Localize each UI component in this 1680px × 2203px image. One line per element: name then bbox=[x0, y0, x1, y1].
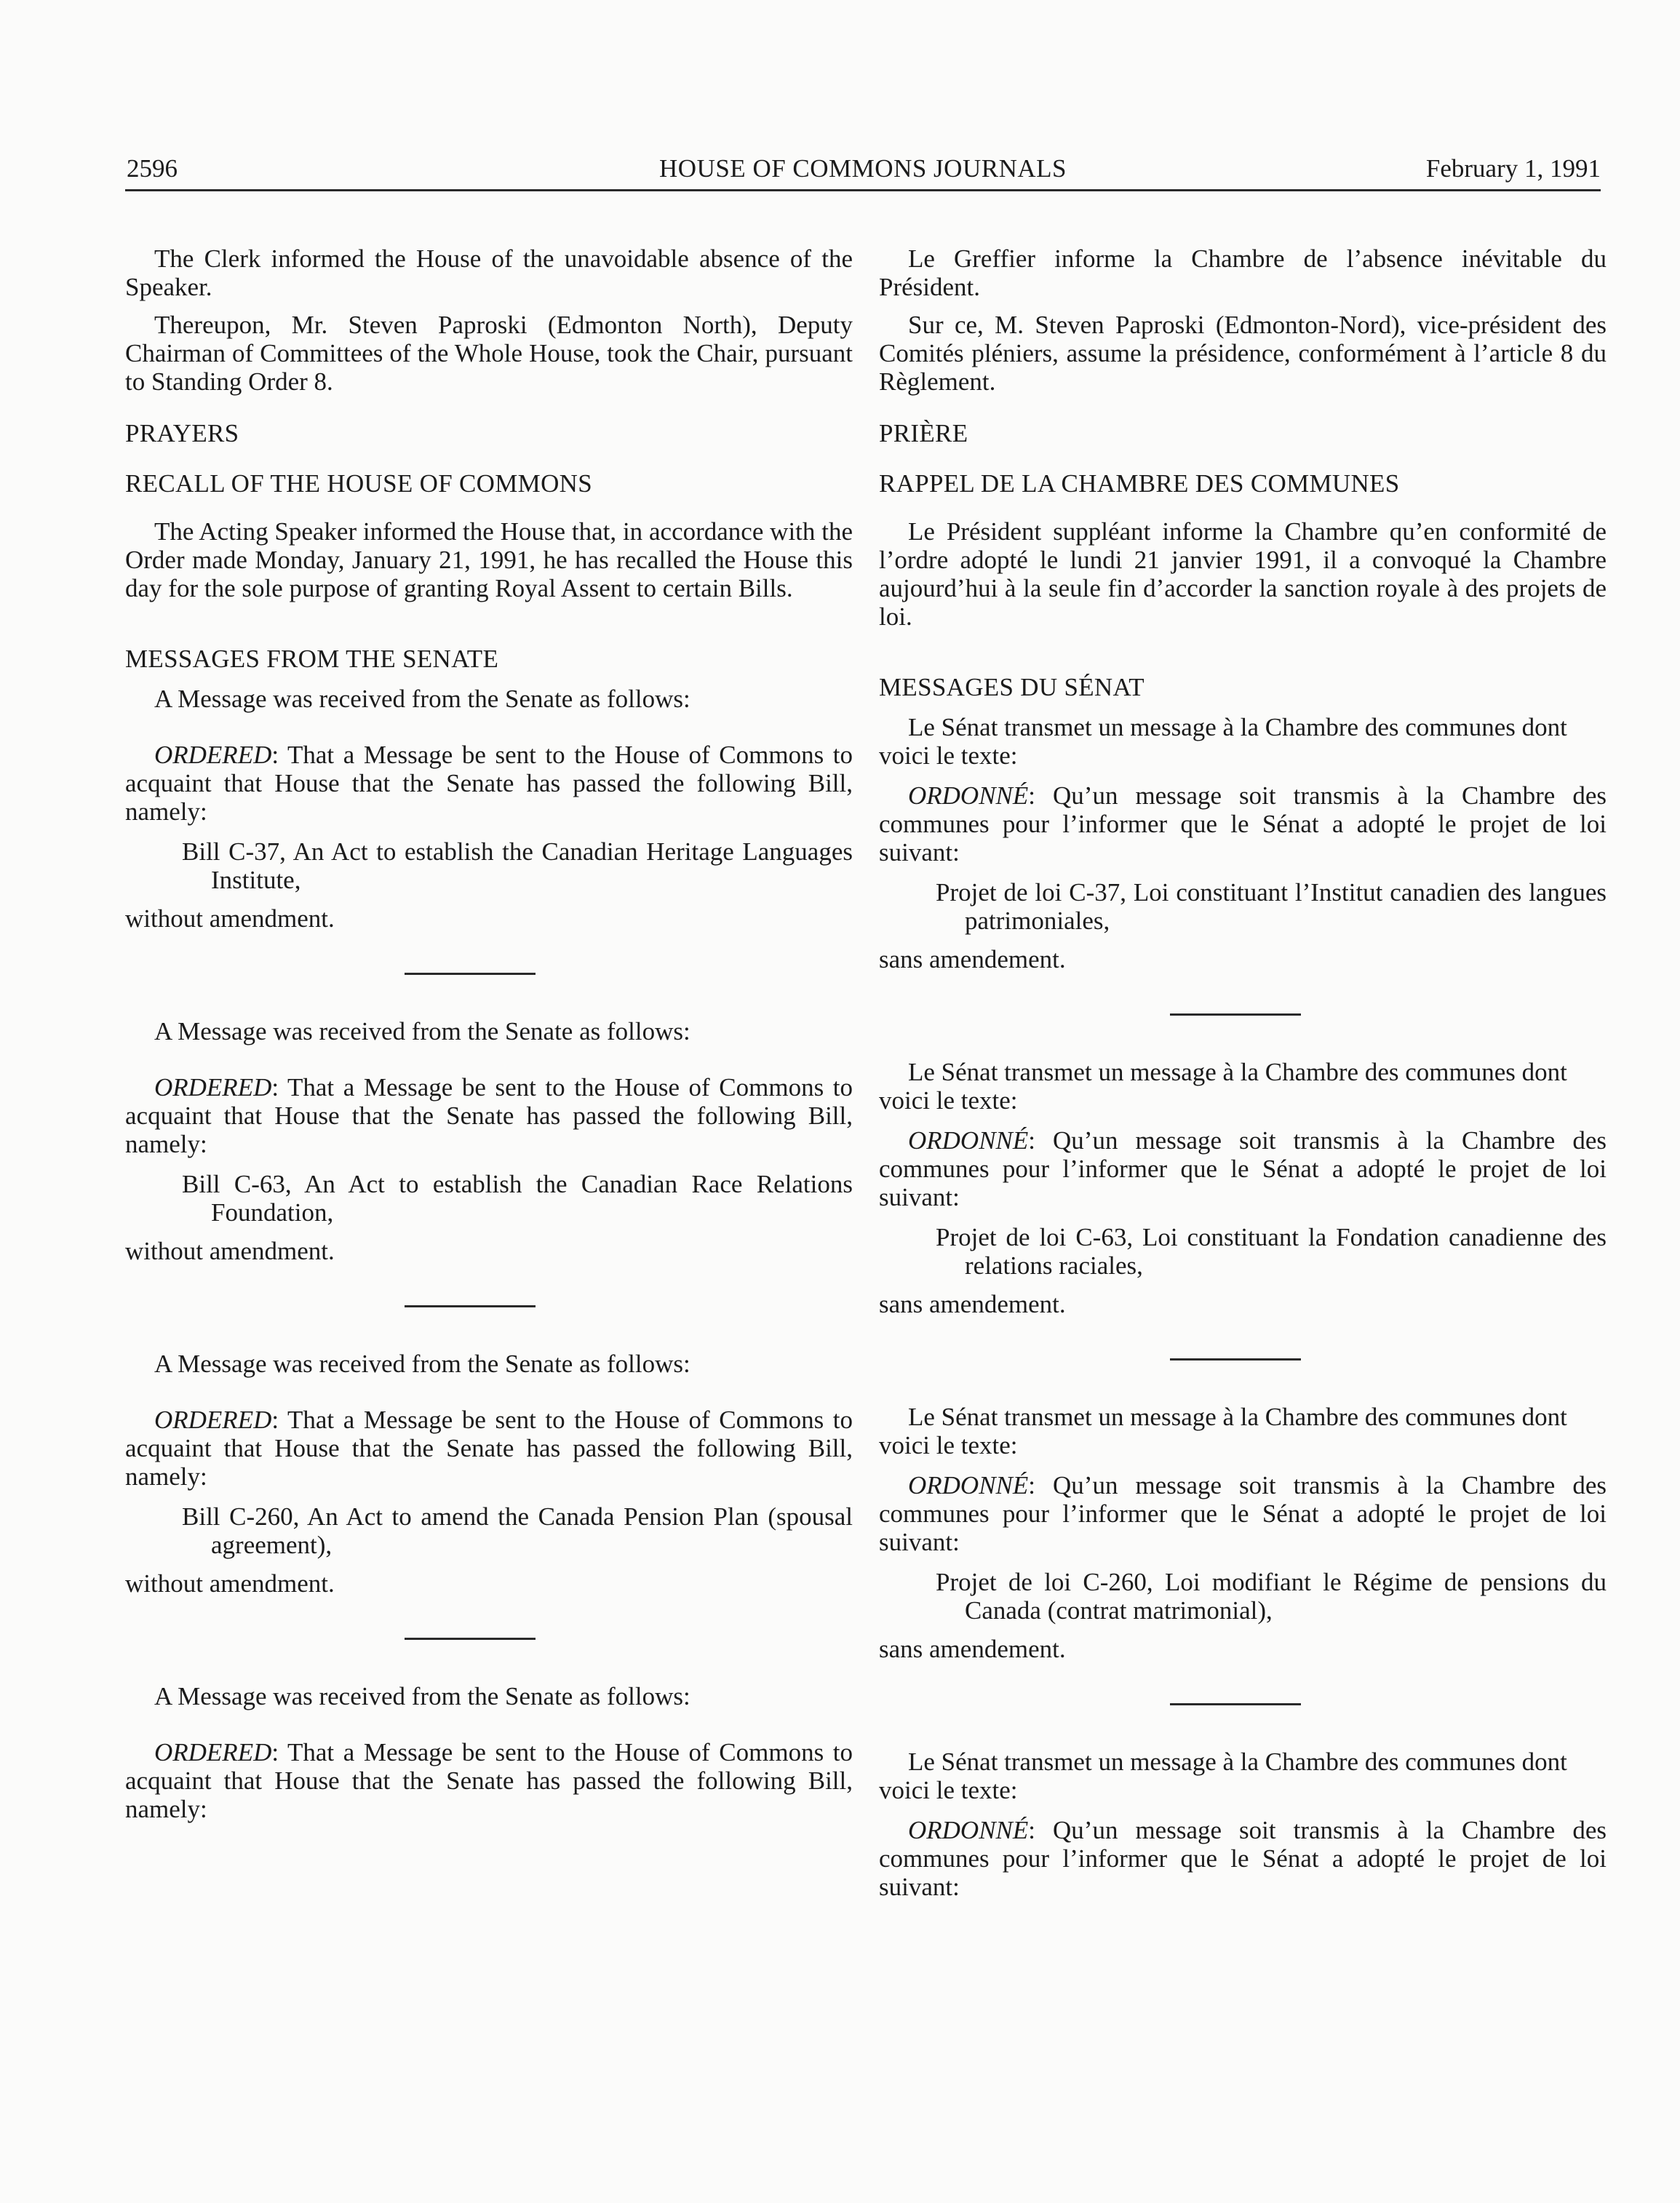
ordered-text: : That a Message be sent to the House of Commons to acquaint that House that the Senate has passed the following Bill, namely: bbox=[125, 1738, 853, 1823]
french-column bbox=[879, 244, 1607, 1913]
recall-heading-fr: RAPPEL DE LA CHAMBRE DES COMMUNES bbox=[879, 469, 1400, 498]
message-intro: A Message was received from the Senate as follows: bbox=[154, 1350, 690, 1378]
ordered-paragraph-fr bbox=[879, 1471, 1607, 1556]
bill-c63: Bill C-63, An Act to establish the Canadian Race Relations Foundation, bbox=[182, 1170, 853, 1227]
message-intro-fr: Le Sénat transmet un message à la Chambre des communes dont voici le texte: bbox=[879, 1748, 1567, 1804]
ordered-label: ORDERED bbox=[154, 741, 272, 769]
separator-rule bbox=[405, 1638, 536, 1640]
ordered-text-fr: : Qu’un message soit transmis à la Chambre des communes pour l’informer que le Sénat a adopté le projet de loi suivant: bbox=[879, 1126, 1607, 1211]
ordered-label-fr: ORDONNÉ bbox=[908, 1816, 1029, 1844]
separator bbox=[879, 1663, 1607, 1748]
separator-rule bbox=[1170, 1013, 1301, 1016]
clerk-paragraph-fr: Le Greffier informe la Chambre de l’absence inévitable du Président. bbox=[879, 244, 1607, 301]
ordered-paragraph-fr bbox=[879, 1816, 1607, 1901]
bill-c37-fr: Projet de loi C-37, Loi constituant l’Institut canadien des langues patrimoniales, bbox=[936, 878, 1607, 935]
message-intro: A Message was received from the Senate as follows: bbox=[154, 685, 690, 713]
closing-text-fr: sans amendement. bbox=[879, 945, 1066, 973]
ordered-label-fr: ORDONNÉ bbox=[908, 1126, 1029, 1155]
ordered-text-fr: : Qu’un message soit transmis à la Chambre des communes pour l’informer que le Sénat a adopté le projet de loi suivant: bbox=[879, 781, 1607, 867]
ordered-text: : That a Message be sent to the House of Commons to acquaint that House that the Senate has passed the following Bill, namely: bbox=[125, 741, 853, 826]
ordered-label: ORDERED bbox=[154, 1406, 272, 1434]
message-intro-fr: Le Sénat transmet un message à la Chambre des communes dont voici le texte: bbox=[879, 713, 1567, 770]
separator bbox=[125, 1265, 853, 1350]
page-header bbox=[125, 151, 1601, 191]
journal-date: February 1, 1991 bbox=[1425, 154, 1601, 183]
closing-text-fr: sans amendement. bbox=[879, 1290, 1066, 1318]
ordered-text: : That a Message be sent to the House of Commons to acquaint that House that the Senate has passed the following Bill, namely: bbox=[125, 1406, 853, 1491]
senate-message-2 bbox=[125, 1017, 853, 1265]
separator-rule bbox=[1170, 1703, 1301, 1705]
ordered-paragraph bbox=[125, 1406, 853, 1491]
bill-c37: Bill C-37, An Act to establish the Canadian Heritage Languages Institute, bbox=[182, 837, 853, 894]
ordered-paragraph bbox=[125, 741, 853, 826]
senate-message-4-fr bbox=[879, 1748, 1607, 1901]
clerk-paragraph: The Clerk informed the House of the unavoidable absence of the Speaker. bbox=[125, 244, 853, 301]
deputy-chair-paragraph: Thereupon, Mr. Steven Paproski (Edmonton North), Deputy Chairman of Committees of the Whole House, took the Chair, pursuant to Standing Order 8. bbox=[125, 311, 853, 396]
closing-text: without amendment. bbox=[125, 1569, 335, 1598]
senate-message-3-fr bbox=[879, 1403, 1607, 1663]
senate-message-3 bbox=[125, 1350, 853, 1598]
senate-message-1 bbox=[125, 685, 853, 933]
separator bbox=[879, 973, 1607, 1058]
ordered-label-fr: ORDONNÉ bbox=[908, 781, 1029, 810]
senate-messages-heading-fr: MESSAGES DU SÉNAT bbox=[879, 673, 1144, 701]
ordered-paragraph bbox=[125, 1073, 853, 1158]
journal-title: HOUSE OF COMMONS JOURNALS bbox=[659, 154, 1067, 183]
separator bbox=[125, 1598, 853, 1682]
ordered-paragraph-fr bbox=[879, 781, 1607, 867]
senate-message-2-fr bbox=[879, 1058, 1607, 1318]
english-column bbox=[125, 244, 853, 1835]
ordered-text-fr: : Qu’un message soit transmis à la Chambre des communes pour l’informer que le Sénat a adopté le projet de loi suivant: bbox=[879, 1816, 1607, 1901]
prayers-heading-fr: PRIÈRE bbox=[879, 419, 968, 447]
closing-text: without amendment. bbox=[125, 904, 335, 933]
page-number: 2596 bbox=[127, 154, 178, 183]
ordered-label: ORDERED bbox=[154, 1073, 272, 1102]
separator-rule bbox=[405, 973, 536, 975]
deputy-chair-paragraph-fr: Sur ce, M. Steven Paproski (Edmonton-Nord), vice-président des Comités pléniers, assume la présidence, conformément à l’article 8 du Règlement. bbox=[879, 311, 1607, 396]
senate-message-1-fr bbox=[879, 713, 1607, 973]
message-intro-fr: Le Sénat transmet un message à la Chambre des communes dont voici le texte: bbox=[879, 1403, 1567, 1459]
ordered-label: ORDERED bbox=[154, 1738, 272, 1766]
senate-messages-heading: MESSAGES FROM THE SENATE bbox=[125, 645, 499, 673]
separator bbox=[125, 933, 853, 1017]
closing-text-fr: sans amendement. bbox=[879, 1635, 1066, 1663]
separator-rule bbox=[405, 1305, 536, 1307]
message-intro: A Message was received from the Senate as follows: bbox=[154, 1017, 690, 1045]
message-intro: A Message was received from the Senate as follows: bbox=[154, 1682, 690, 1710]
bill-c63-fr: Projet de loi C-63, Loi constituant la Fondation canadienne des relations raciales, bbox=[936, 1223, 1607, 1280]
bill-c260: Bill C-260, An Act to amend the Canada Pension Plan (spousal agreement), bbox=[182, 1502, 853, 1559]
bill-c260-fr: Projet de loi C-260, Loi modifiant le Régime de pensions du Canada (contrat matrimonial), bbox=[936, 1568, 1607, 1625]
closing-text: without amendment. bbox=[125, 1237, 335, 1265]
ordered-text-fr: : Qu’un message soit transmis à la Chambre des communes pour l’informer que le Sénat a adopté le projet de loi suivant: bbox=[879, 1471, 1607, 1556]
separator-rule bbox=[1170, 1358, 1301, 1361]
ordered-label-fr: ORDONNÉ bbox=[908, 1471, 1029, 1499]
senate-message-4 bbox=[125, 1682, 853, 1823]
ordered-paragraph bbox=[125, 1738, 853, 1823]
ordered-paragraph-fr bbox=[879, 1126, 1607, 1211]
ordered-text: : That a Message be sent to the House of Commons to acquaint that House that the Senate has passed the following Bill, namely: bbox=[125, 1073, 853, 1158]
prayers-heading: PRAYERS bbox=[125, 419, 239, 447]
recall-paragraph: The Acting Speaker informed the House that, in accordance with the Order made Monday, January 21, 1991, he has recalled the House this day for the sole purpose of granting Royal Assent to certain Bills. bbox=[125, 517, 853, 602]
recall-paragraph-fr: Le Président suppléant informe la Chambre qu’en conformité de l’ordre adopté le lundi 21 janvier 1991, il a convoqué la Chambre aujourd’hui à la seule fin d’accorder la sanction royale à des projets de loi. bbox=[879, 517, 1607, 631]
message-intro-fr: Le Sénat transmet un message à la Chambre des communes dont voici le texte: bbox=[879, 1058, 1567, 1115]
recall-heading: RECALL OF THE HOUSE OF COMMONS bbox=[125, 469, 592, 498]
separator bbox=[879, 1318, 1607, 1403]
